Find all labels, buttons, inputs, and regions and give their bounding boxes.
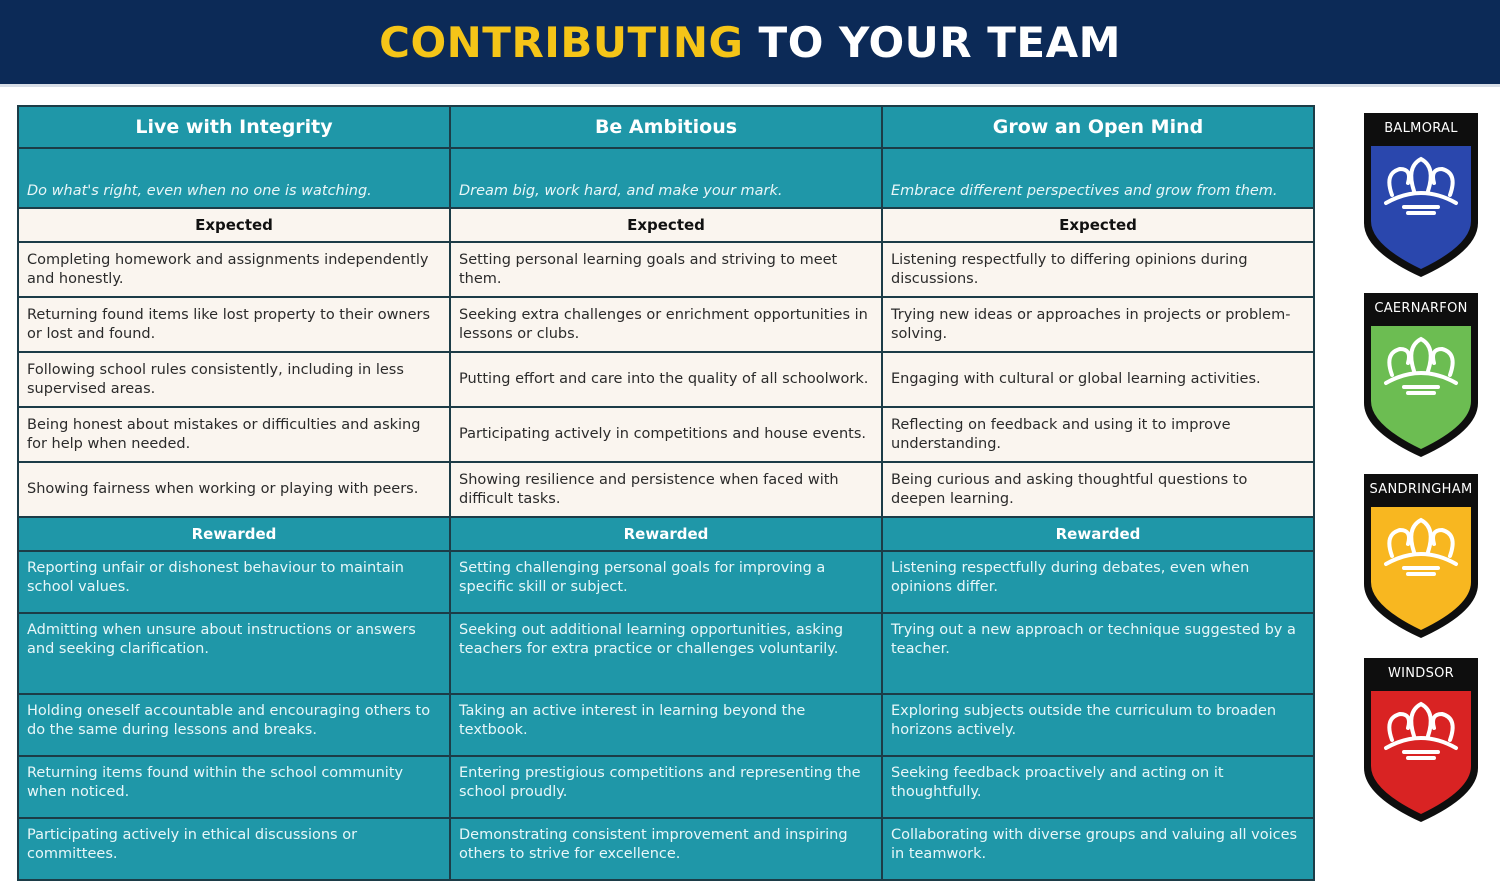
rewarded-cell: Seeking feedback proactively and acting on it thoughtfully. <box>882 756 1314 818</box>
column-motto: Dream big, work hard, and make your mark. <box>450 148 882 208</box>
table-row <box>18 407 1314 462</box>
expected-cell: Reflecting on feedback and using it to improve understanding. <box>882 407 1314 462</box>
rewarded-cell: Trying out a new approach or technique suggested by a teacher. <box>882 613 1314 694</box>
column-header: Be Ambitious <box>450 106 882 148</box>
house-name: WINDSOR <box>1387 665 1455 681</box>
column-motto: Embrace different perspectives and grow from them. <box>882 148 1314 208</box>
rewarded-cell: Seeking out additional learning opportunities, asking teachers for extra practice or challenges voluntarily. <box>450 613 882 694</box>
expected-cell: Completing homework and assignments independently and honestly. <box>18 242 450 297</box>
rewarded-cell: Reporting unfair or dishonest behaviour to maintain school values. <box>18 551 450 613</box>
rewarded-cell: Returning items found within the school community when noticed. <box>18 756 450 818</box>
rewarded-label: Rewarded <box>450 517 882 551</box>
motto-row <box>18 148 1314 208</box>
expected-label: Expected <box>18 208 450 242</box>
rewarded-cell: Admitting when unsure about instructions or answers and seeking clarification. <box>18 613 450 694</box>
column-header-row <box>18 106 1314 148</box>
table-row <box>18 756 1314 818</box>
expected-cell: Showing resilience and persistence when faced with difficult tasks. <box>450 462 882 517</box>
expected-cell: Being honest about mistakes or difficulties and asking for help when needed. <box>18 407 450 462</box>
expected-cell: Seeking extra challenges or enrichment opportunities in lessons or clubs. <box>450 297 882 352</box>
table-row <box>18 613 1314 694</box>
house-crest-windsor <box>1362 656 1480 824</box>
rewarded-cell: Holding oneself accountable and encouraging others to do the same during lessons and breaks. <box>18 694 450 756</box>
column-motto: Do what's right, even when no one is watching. <box>18 148 450 208</box>
table-row <box>18 297 1314 352</box>
house-crest-sandringham <box>1362 472 1480 640</box>
expected-cell: Showing fairness when working or playing with peers. <box>18 462 450 517</box>
house-name: SANDRINGHAM <box>1369 481 1473 497</box>
expected-cell: Trying new ideas or approaches in projects or problem-solving. <box>882 297 1314 352</box>
rewarded-cell: Listening respectfully during debates, even when opinions differ. <box>882 551 1314 613</box>
table-row <box>18 242 1314 297</box>
page-title <box>379 18 1121 67</box>
expected-cell: Following school rules consistently, including in less supervised areas. <box>18 352 450 407</box>
table-row <box>18 694 1314 756</box>
expected-cell: Participating actively in competitions and house events. <box>450 407 882 462</box>
title-rest: TO YOUR TEAM <box>743 17 1121 67</box>
rewarded-cell: Setting challenging personal goals for improving a specific skill or subject. <box>450 551 882 613</box>
house-crest-caernarfon <box>1362 291 1480 459</box>
title-highlight: CONTRIBUTING <box>379 17 744 67</box>
expected-header-row <box>18 208 1314 242</box>
values-table <box>17 105 1315 881</box>
house-name: CAERNARFON <box>1374 300 1468 316</box>
rewarded-label: Rewarded <box>882 517 1314 551</box>
expected-label: Expected <box>450 208 882 242</box>
rewarded-label: Rewarded <box>18 517 450 551</box>
column-header: Live with Integrity <box>18 106 450 148</box>
table-row <box>18 551 1314 613</box>
house-crest-balmoral <box>1362 111 1480 279</box>
house-name: BALMORAL <box>1384 120 1458 136</box>
expected-cell: Listening respectfully to differing opinions during discussions. <box>882 242 1314 297</box>
table-row <box>18 818 1314 880</box>
rewarded-cell: Demonstrating consistent improvement and inspiring others to strive for excellence. <box>450 818 882 880</box>
rewarded-cell: Taking an active interest in learning beyond the textbook. <box>450 694 882 756</box>
expected-cell: Setting personal learning goals and striving to meet them. <box>450 242 882 297</box>
expected-cell: Putting effort and care into the quality of all schoolwork. <box>450 352 882 407</box>
rewarded-cell: Collaborating with diverse groups and valuing all voices in teamwork. <box>882 818 1314 880</box>
expected-cell: Being curious and asking thoughtful questions to deepen learning. <box>882 462 1314 517</box>
rewarded-header-row <box>18 517 1314 551</box>
expected-label: Expected <box>882 208 1314 242</box>
rewarded-cell: Entering prestigious competitions and representing the school proudly. <box>450 756 882 818</box>
rewarded-cell: Participating actively in ethical discussions or committees. <box>18 818 450 880</box>
table-row <box>18 352 1314 407</box>
title-banner <box>0 0 1500 87</box>
column-header: Grow an Open Mind <box>882 106 1314 148</box>
expected-cell: Engaging with cultural or global learning activities. <box>882 352 1314 407</box>
rewarded-cell: Exploring subjects outside the curriculum to broaden horizons actively. <box>882 694 1314 756</box>
expected-cell: Returning found items like lost property to their owners or lost and found. <box>18 297 450 352</box>
table-row <box>18 462 1314 517</box>
